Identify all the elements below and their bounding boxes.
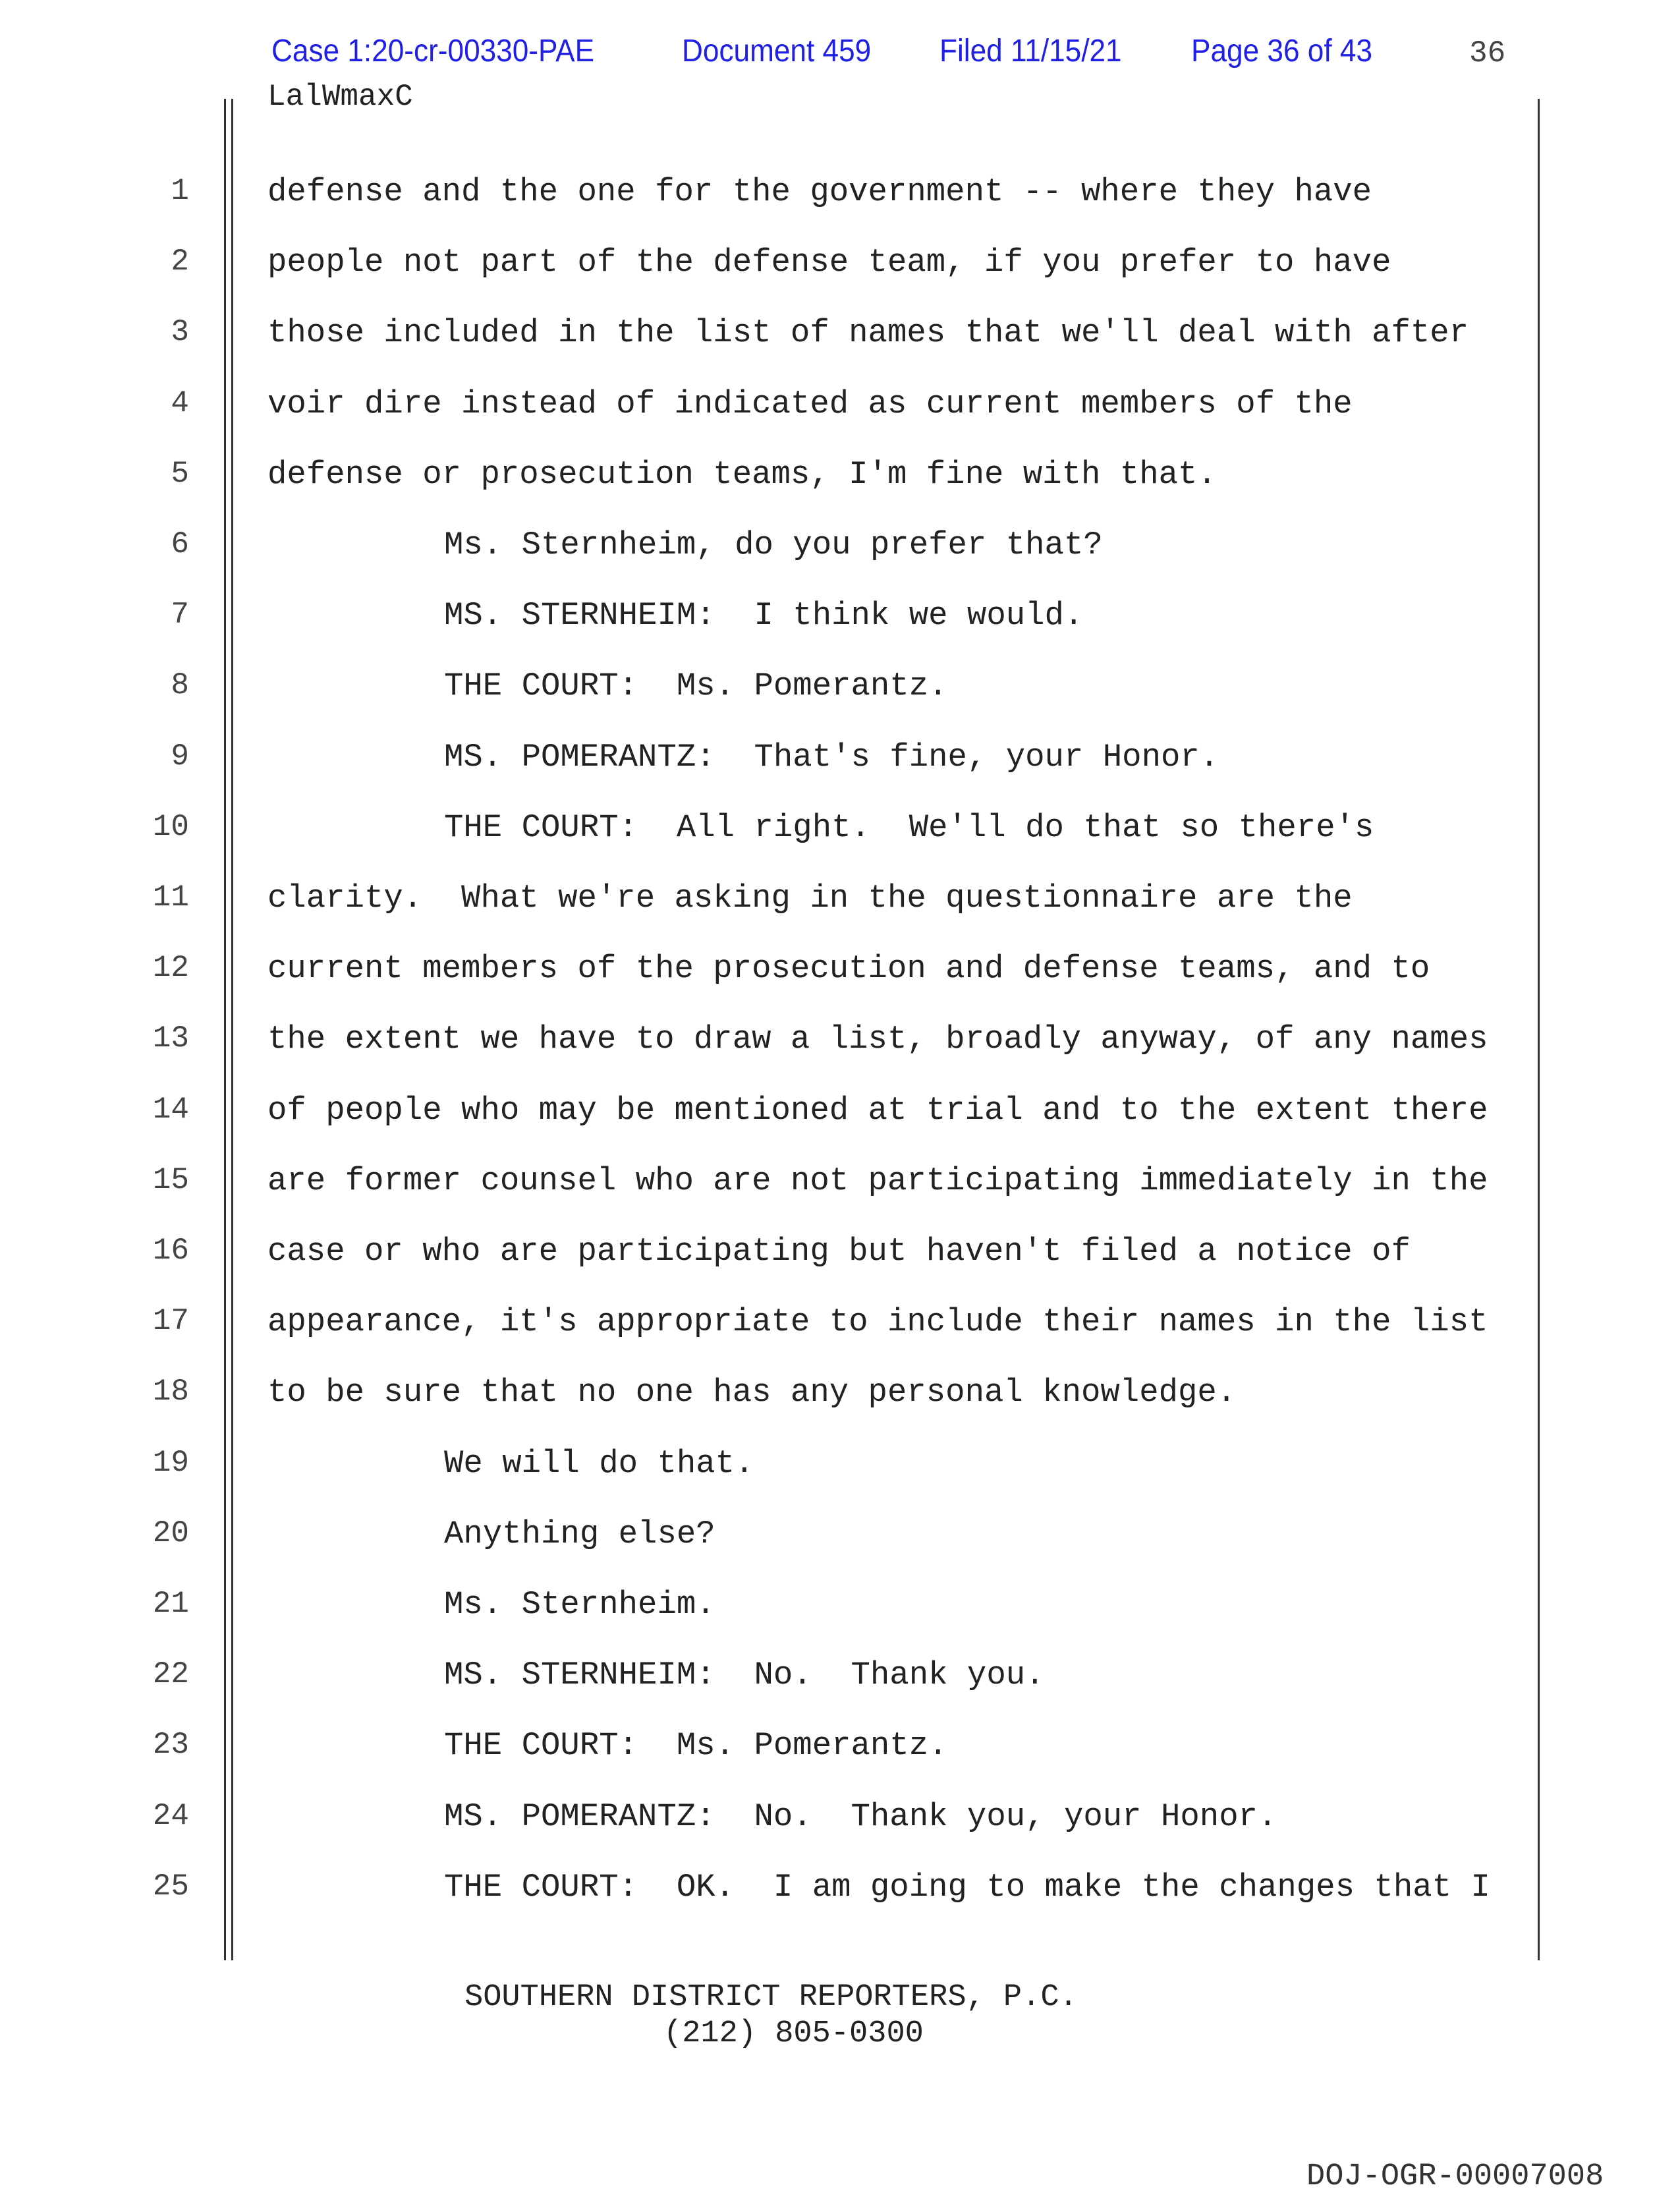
transcript-line — [0, 526, 1680, 569]
transcript-line — [0, 1162, 1680, 1205]
transcript-line — [0, 738, 1680, 781]
line-number: 1 — [171, 174, 189, 208]
line-number: 17 — [152, 1304, 189, 1339]
document-number: Document 459 — [682, 34, 872, 69]
transcript-line — [0, 173, 1680, 215]
line-number: 22 — [152, 1657, 189, 1692]
reporter-name: SOUTHERN DISTRICT REPORTERS, P.C. — [464, 1980, 1078, 2015]
line-text: those included in the list of names that we'll deal with after — [267, 314, 1469, 352]
line-text: defense and the one for the government -- where they have — [267, 173, 1372, 210]
line-text: MS. STERNHEIM: I think we would. — [444, 597, 1084, 635]
transcript-line — [0, 455, 1680, 498]
line-number: 15 — [152, 1162, 189, 1197]
line-number: 20 — [152, 1516, 189, 1550]
line-number: 2 — [171, 244, 189, 279]
line-number: 4 — [171, 385, 189, 420]
line-number: 7 — [171, 598, 189, 633]
transcript-line — [0, 1586, 1680, 1628]
line-number: 18 — [152, 1375, 189, 1409]
line-number: 3 — [171, 315, 189, 350]
line-text: current members of the prosecution and defense teams, and to — [267, 950, 1430, 988]
transcript-line — [0, 950, 1680, 992]
line-number: 10 — [152, 809, 189, 844]
transcript-line — [0, 1235, 1680, 1275]
line-text: the extent we have to draw a list, broadly anyway, of any names — [267, 1021, 1488, 1058]
transcript-code: LalWmaxC — [267, 80, 413, 114]
line-text: MS. POMERANTZ: That's fine, your Honor. — [444, 738, 1219, 776]
line-text: THE COURT: Ms. Pomerantz. — [444, 1727, 948, 1765]
transcript-line — [0, 1515, 1680, 1558]
line-number: 6 — [171, 527, 189, 561]
transcript-line — [0, 1727, 1680, 1769]
line-text: defense or prosecution teams, I'm fine with that. — [267, 455, 1217, 493]
line-number: 12 — [152, 951, 189, 986]
line-text: Ms. Sternheim, do you prefer that? — [444, 526, 1103, 563]
line-text: We will do that. — [444, 1444, 754, 1482]
transcript-line — [0, 314, 1680, 356]
line-text: of people who may be mentioned at trial and to the extent there — [267, 1091, 1488, 1129]
line-number: 8 — [171, 668, 189, 703]
line-number: 21 — [152, 1587, 189, 1621]
case-number: Case 1:20-cr-00330-PAE — [271, 34, 595, 69]
page-of-total: Page 36 of 43 — [1191, 34, 1373, 69]
line-number: 9 — [171, 739, 189, 774]
transcript-line — [0, 1376, 1680, 1416]
line-number: 23 — [152, 1728, 189, 1763]
transcript-line — [0, 1659, 1680, 1699]
line-text: Anything else? — [444, 1515, 715, 1552]
transcript-line — [0, 808, 1680, 851]
transcript-line — [0, 385, 1680, 428]
line-text: voir dire instead of indicated as current members of the — [267, 385, 1353, 422]
transcript-line — [0, 667, 1680, 710]
transcript-line — [0, 246, 1680, 286]
line-text: are former counsel who are not participating immediately in the — [267, 1162, 1488, 1199]
transcript-line — [0, 1091, 1680, 1134]
transcript-line — [0, 882, 1680, 922]
transcript-line — [0, 1798, 1680, 1840]
line-number: 19 — [152, 1445, 189, 1480]
line-number: 13 — [152, 1021, 189, 1056]
line-text: to be sure that no one has any personal knowledge. — [267, 1374, 1237, 1411]
transcript-line — [0, 1868, 1680, 1911]
line-number: 5 — [171, 456, 189, 491]
bates-number: DOJ-OGR-00007008 — [1306, 2159, 1604, 2194]
line-text: clarity. What we're asking in the questionnaire are the — [267, 880, 1353, 917]
line-text: MS. STERNHEIM: No. Thank you. — [444, 1657, 1045, 1694]
reporter-phone: (212) 805-0300 — [663, 2016, 924, 2051]
transcript-line — [0, 1444, 1680, 1487]
filed-date: Filed 11/15/21 — [939, 34, 1122, 69]
line-text: MS. POMERANTZ: No. Thank you, your Honor. — [444, 1798, 1277, 1835]
line-number: 24 — [152, 1798, 189, 1833]
line-text: appearance, it's appropriate to include their names in the list — [267, 1303, 1488, 1341]
line-text: people not part of the defense team, if you prefer to have — [267, 244, 1391, 281]
line-number: 11 — [152, 880, 189, 915]
line-number: 25 — [152, 1869, 189, 1904]
line-number: 16 — [152, 1234, 189, 1268]
line-text: THE COURT: All right. We'll do that so there's — [444, 808, 1374, 846]
transcript-line — [0, 1023, 1680, 1063]
line-text: Ms. Sternheim. — [444, 1586, 715, 1623]
line-text: case or who are participating but haven't filed a notice of — [267, 1233, 1411, 1270]
transcript-line — [0, 1303, 1680, 1346]
transcript-line — [0, 597, 1680, 639]
line-text: THE COURT: OK. I am going to make the changes that I — [444, 1868, 1490, 1906]
line-text: THE COURT: Ms. Pomerantz. — [444, 667, 948, 705]
line-number: 14 — [152, 1092, 189, 1127]
page-number: 36 — [1469, 36, 1506, 71]
